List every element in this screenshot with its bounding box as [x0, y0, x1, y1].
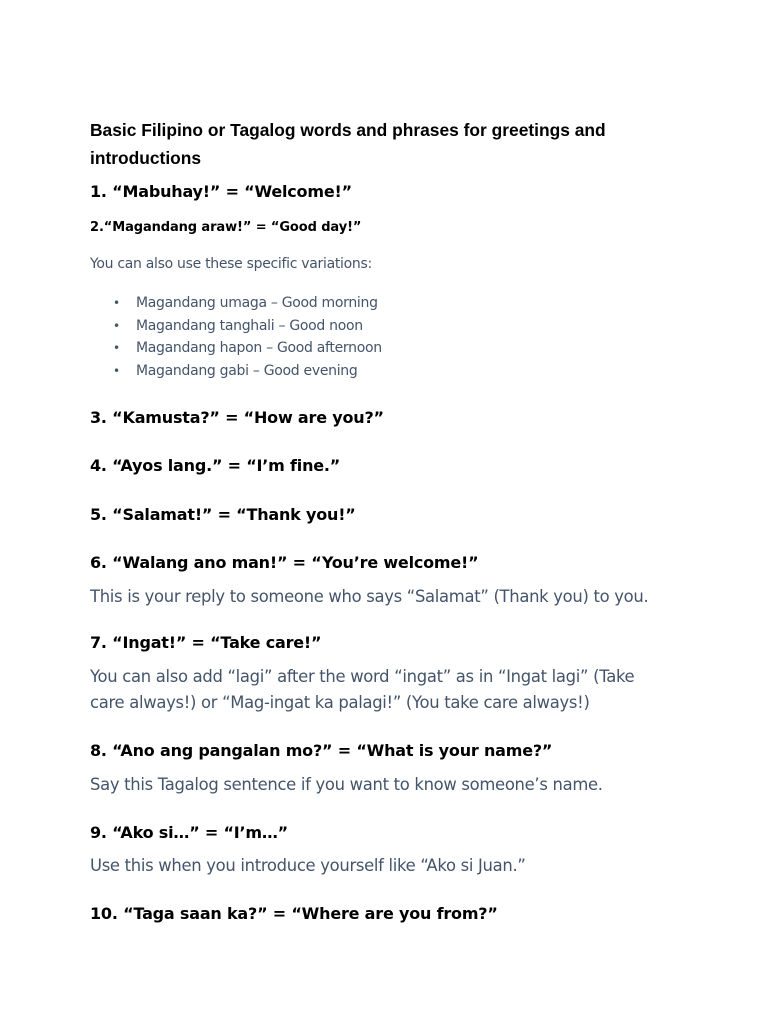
- section-note-6: This is your reply to someone who says “Salamat” (Thank you) to you.: [90, 587, 649, 606]
- section-heading-9: 9. “Ako si…” = “I’m…”: [90, 823, 288, 842]
- section-heading-5: 5. “Salamat!” = “Thank you!”: [90, 505, 356, 524]
- list-item: [90, 337, 382, 360]
- list-item-text: Magandang hapon – Good afternoon: [136, 340, 382, 356]
- section-heading-10: 10. “Taga saan ka?” = “Where are you from?”: [90, 904, 498, 923]
- list-item: [90, 315, 382, 338]
- section-heading-2: 2.“Magandang araw!” = “Good day!”: [90, 220, 362, 235]
- section-note-8: Say this Tagalog sentence if you want to know someone’s name.: [90, 775, 603, 794]
- list-item: [90, 292, 382, 315]
- list-item-text: Magandang gabi – Good evening: [136, 362, 358, 379]
- section-heading-3: 3. “Kamusta?” = “How are you?”: [90, 408, 384, 427]
- list-item-text: Magandang umaga – Good morning: [136, 295, 378, 311]
- bullet-icon: •: [113, 318, 120, 333]
- bullet-icon: •: [113, 341, 120, 355]
- list-item: [90, 360, 382, 383]
- list-item-text: Magandang tanghali – Good noon: [136, 317, 363, 334]
- section-heading-6: 6. “Walang ano man!” = “You’re welcome!”: [90, 553, 479, 572]
- section-note-9: Use this when you introduce yourself like “Ako si Juan.”: [90, 856, 526, 875]
- document-title: Basic Filipino or Tagalog words and phrases for greetings and introductions: [90, 120, 606, 168]
- section-heading-4: 4. “Ayos lang.” = “I’m fine.”: [90, 456, 341, 475]
- section-heading-8: 8. “Ano ang pangalan mo?” = “What is your name?”: [90, 741, 553, 760]
- bullet-icon: •: [113, 363, 120, 378]
- section-intro-2: You can also use these specific variations:: [90, 256, 372, 272]
- section-heading-7: 7. “Ingat!” = “Take care!”: [90, 633, 322, 652]
- section-note-7: You can also add “lagi” after the word “ingat” as in “Ingat lagi” (Take care always!) or “Mag-ingat ka palagi!” (You take care always!): [90, 667, 635, 712]
- variations-list: [90, 292, 382, 382]
- section-heading-1: 1. “Mabuhay!” = “Welcome!”: [90, 182, 352, 201]
- bullet-icon: •: [113, 296, 120, 310]
